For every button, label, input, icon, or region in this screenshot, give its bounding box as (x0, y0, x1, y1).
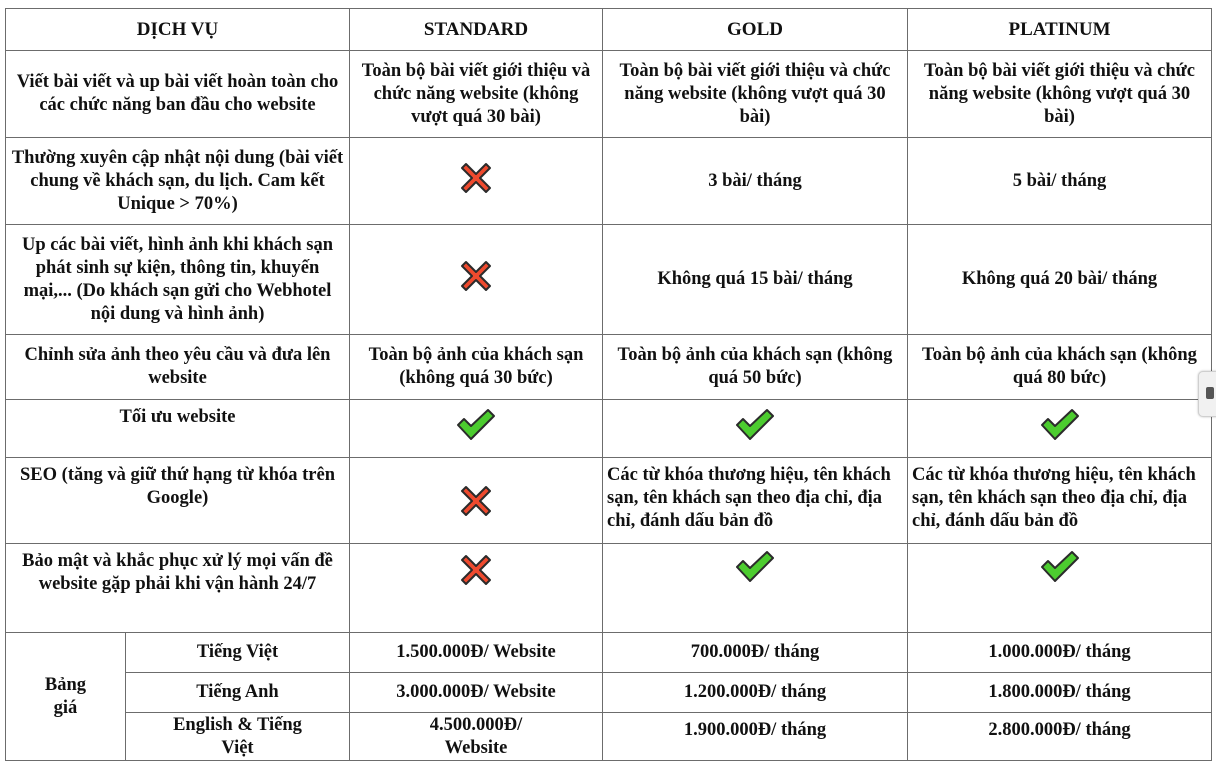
check-icon (734, 408, 776, 449)
standard-cell (350, 138, 603, 225)
table-row (6, 458, 1212, 544)
header-service: DỊCH VỤ (6, 9, 350, 51)
gold-cell: Toàn bộ ảnh của khách sạn (không quá 50 bức) (603, 335, 908, 400)
gold-price: 700.000Đ/ tháng (603, 633, 908, 673)
side-scroll-tab[interactable] (1198, 371, 1216, 417)
gold-cell: Không quá 15 bài/ tháng (603, 225, 908, 335)
scroll-tab-grip-icon (1206, 387, 1214, 399)
service-pricing-table (5, 8, 1212, 761)
table-row (6, 400, 1212, 458)
standard-cell (350, 400, 603, 458)
service-cell: Viết bài viết và up bài viết hoàn toàn cho các chức năng ban đầu cho website (6, 51, 350, 138)
platinum-cell (908, 544, 1212, 633)
platinum-cell: Các từ khóa thương hiệu, tên khách sạn, tên khách sạn theo địa chỉ, địa chỉ, đánh dấu bản đồ (908, 458, 1212, 544)
gold-cell: Các từ khóa thương hiệu, tên khách sạn, tên khách sạn theo địa chỉ, địa chỉ, đánh dấu bản đồ (603, 458, 908, 544)
gold-cell: Toàn bộ bài viết giới thiệu và chức năng website (không vượt quá 30 bài) (603, 51, 908, 138)
check-icon (1039, 550, 1081, 591)
platinum-price: 2.800.000Đ/ tháng (908, 713, 1212, 761)
service-cell: Chỉnh sửa ảnh theo yêu cầu và đưa lên website (6, 335, 350, 400)
cross-icon (456, 256, 496, 303)
service-cell: Up các bài viết, hình ảnh khi khách sạn phát sinh sự kiện, thông tin, khuyến mại,... (Do khách sạn gửi cho Webhotel nội dung và hình ảnh) (6, 225, 350, 335)
platinum-cell (908, 400, 1212, 458)
gold-cell: 3 bài/ tháng (603, 138, 908, 225)
service-cell: Tối ưu website (6, 400, 350, 458)
standard-cell: Toàn bộ ảnh của khách sạn (không quá 30 bức) (350, 335, 603, 400)
header-gold: GOLD (603, 9, 908, 51)
service-cell: SEO (tăng và giữ thứ hạng từ khóa trên Google) (6, 458, 350, 544)
language-cell: Tiếng Anh (126, 673, 350, 713)
price-row (6, 713, 1212, 761)
cross-icon (456, 158, 496, 205)
table-row (6, 335, 1212, 400)
gold-price: 1.200.000Đ/ tháng (603, 673, 908, 713)
standard-cell (350, 458, 603, 544)
standard-price: 4.500.000Đ/ Website (350, 713, 603, 761)
platinum-cell: Toàn bộ ảnh của khách sạn (không quá 80 bức) (908, 335, 1212, 400)
check-icon (734, 550, 776, 591)
gold-price: 1.900.000Đ/ tháng (603, 713, 908, 761)
table-row (6, 225, 1212, 335)
header-platinum: PLATINUM (908, 9, 1212, 51)
price-row (6, 633, 1212, 673)
platinum-cell: Không quá 20 bài/ tháng (908, 225, 1212, 335)
gold-cell (603, 400, 908, 458)
service-cell: Thường xuyên cập nhật nội dung (bài viết chung về khách sạn, du lịch. Cam kết Unique > 70%) (6, 138, 350, 225)
pricing-label: Bảng giá (6, 633, 126, 761)
language-cell: Tiếng Việt (126, 633, 350, 673)
header-standard: STANDARD (350, 9, 603, 51)
table-row (6, 138, 1212, 225)
standard-cell (350, 225, 603, 335)
cross-icon (456, 481, 496, 528)
service-cell: Bảo mật và khắc phục xử lý mọi vấn đề website gặp phải khi vận hành 24/7 (6, 544, 350, 633)
standard-price: 1.500.000Đ/ Website (350, 633, 603, 673)
platinum-cell: 5 bài/ tháng (908, 138, 1212, 225)
price-row (6, 673, 1212, 713)
table-row (6, 544, 1212, 633)
cross-icon (456, 550, 496, 597)
table-row (6, 51, 1212, 138)
platinum-cell: Toàn bộ bài viết giới thiệu và chức năng website (không vượt quá 30 bài) (908, 51, 1212, 138)
check-icon (1039, 408, 1081, 449)
standard-price: 3.000.000Đ/ Website (350, 673, 603, 713)
gold-cell (603, 544, 908, 633)
standard-cell (350, 544, 603, 633)
header-row (6, 9, 1212, 51)
check-icon (455, 408, 497, 449)
platinum-price: 1.800.000Đ/ tháng (908, 673, 1212, 713)
standard-cell: Toàn bộ bài viết giới thiệu và chức năng website (không vượt quá 30 bài) (350, 51, 603, 138)
language-cell: English & Tiếng Việt (126, 713, 350, 761)
platinum-price: 1.000.000Đ/ tháng (908, 633, 1212, 673)
